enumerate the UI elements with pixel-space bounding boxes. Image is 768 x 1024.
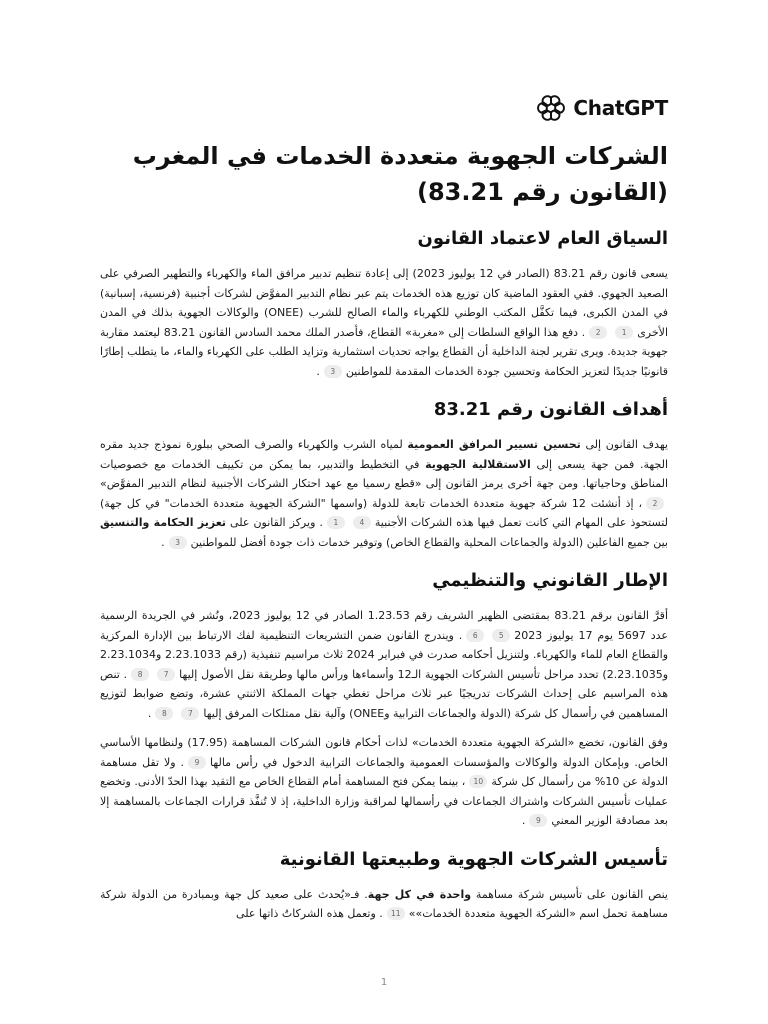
paragraph-text: . ويندرج القانون ضمن التشريعات التنظيمية لفك الارتباط بين الإدارة المركزية والقطاع العام للماء والكهرباء. ولتنزيل أحكامه صدرت في فبراير 2024 ثلاث مراسيم تنفيذية (رقم 2.23.1033 و2.23.1034 و2.23.1035) تحدد مراحل تأسيس الشركات الجهوية الـ12 وأسماءها ورأس مالها وطريقة نقل الأصول إليها (100, 628, 669, 681)
citation-badge[interactable]: 7 (157, 668, 175, 681)
paragraph-text: . (161, 535, 165, 549)
paragraph-text: . ولا تقل مساهمة الدولة عن 10% من رأسمال كل شركة (100, 755, 668, 788)
section-paragraph (100, 264, 668, 381)
brand-name: ChatGPT (573, 96, 668, 120)
paragraph-text: ينص القانون على تأسيس شركة مساهمة (471, 887, 668, 901)
emphasized-text: الاستقلالية الجهوية (425, 457, 531, 471)
paragraph-text: . ويركز القانون على (226, 516, 323, 529)
paragraph-text: . دفع هذا الواقع السلطات إلى «مغربة» القطاع، فأصدر الملك محمد السادس القانون 83.21 ليعتمد مقاربة جهوية جديدة. ويرى تقرير لجنة الداخلية أن القطاع يواجه تحديات استثمارية وتزايد الطلب على الكهرباء والماء، ما يتطلب إطارًا قانونيًا جديدًا لتعزيز الحكامة وتحسين جودة الخدمات المقدمة للمواطنين (100, 325, 668, 378)
paragraph-text: . (316, 364, 320, 378)
section-paragraph (100, 435, 668, 552)
paragraph-text: ، بينما يمكن فتح المساهمة أمام القطاع الخاص مع التقيد بهذا الحدّ الأدنى. وتخضع عمليات تأسيس الشركات واشتراك الجماعات في رأسمالها لمراقبة وزارة الداخلية، إذ لا تُنفَّذ قرارات الجماعات بالمساهمة إلا بعد مصادقة الوزير المعني (99, 775, 668, 827)
emphasized-text: واحدة في كل جهة (367, 887, 472, 901)
emphasized-text: تحسين تسيير المرافق العمومية (407, 438, 581, 451)
paragraph-text: لمياه الشرب والكهرباء والصرف الصحي ببلورة نموذج جديد مقره الجهة. فمن جهة يسعى إلى (100, 438, 668, 471)
paragraph-text: يهدف القانون إلى (580, 438, 668, 451)
citation-badge[interactable]: 3 (324, 365, 342, 378)
section-heading: الإطار القانوني والتنظيمي (432, 570, 668, 591)
citation-badge[interactable]: 1 (327, 516, 345, 529)
citation-badge[interactable]: 8 (131, 668, 149, 681)
document-title: الشركات الجهوية متعددة الخدمات في المغرب (القانون رقم 83.21) (132, 142, 668, 206)
paragraph-text: . فـ«يُحدث على صعيد كل جهة وبمبادرة من الدولة شركة مساهمة تحمل اسم «الشركة الجهوية متعددة الخدمات»» (100, 887, 668, 920)
section-paragraph (100, 733, 668, 831)
chatgpt-logo (537, 94, 668, 122)
section-paragraph (100, 606, 668, 723)
section-heading: السياق العام لاعتماد القانون (417, 228, 668, 249)
emphasized-text: تعزيز الحكامة والتنسيق (100, 516, 227, 529)
citation-badge[interactable]: 8 (155, 707, 173, 720)
section-paragraph (100, 885, 668, 924)
citation-badge[interactable]: 2 (589, 326, 607, 339)
citation-badge[interactable]: 4 (353, 516, 371, 529)
paragraph-text: . (147, 706, 152, 720)
paragraph-text: في التخطيط والتدبير، بما يمكن من تكييف الخدمات مع خصوصيات المناطق وحاجياتها. ومن جهة أخرى يرمز القانون إلى «قطع رسميا مع عهد احتكار الشركات الأجنبية لنظام التدبير المفوَّض» (100, 457, 668, 490)
citation-badge[interactable]: 9 (188, 756, 206, 769)
citation-badge[interactable]: 7 (181, 707, 199, 720)
paragraph-text: بين جميع الفاعلين (الدولة والجماعات المحلية والقطاع الخاص) وتوفير خدمات ذات جودة أفضل للمواطنين (190, 535, 668, 549)
citation-badge[interactable]: 10 (469, 775, 487, 788)
paragraph-text: . وتعمل هذه الشركاتُ ذاتها على (236, 907, 383, 920)
citation-badge[interactable]: 1 (615, 326, 633, 339)
section-heading: أهداف القانون رقم 83.21 (433, 399, 668, 420)
paragraph-text: وفق القانون، تخضع «الشركة الجهوية متعددة الخدمات» لذات أحكام قانون الشركات المساهمة (17.95) ولنظامها الأساسي الخاص. وبإمكان الدولة والوكالات والمؤسسات العمومية والجماعات الترابية الدخول في رأس مالها (100, 736, 668, 769)
paragraph-text: أقرَّ القانون برقم 83.21 بمقتضى الظهير الشريف رقم 1.23.53 الصادر في 12 يوليوز 2023، ونُشر في الجريدة الرسمية عدد 5697 يوم 17 يوليوز 2023 (100, 609, 669, 642)
citation-badge[interactable]: 6 (466, 629, 484, 642)
page-number: 1 (380, 977, 388, 988)
section-heading: تأسيس الشركات الجهوية وطبيعتها القانونية (279, 848, 668, 870)
sections-container (100, 226, 668, 924)
document-body (100, 138, 668, 934)
citation-badge[interactable]: 9 (529, 814, 547, 827)
paragraph-text: ، إذ أنشئت 12 شركة جهوية متعددة الخدمات تابعة للدولة (واسمها "الشركة الجهوية متعددة الخدمات" في كل جهة) لتستحوذ على المهام التي كانت تعمل فيها هذه الشركات الأجنبية (100, 496, 668, 529)
citation-badge[interactable]: 5 (492, 629, 510, 642)
citation-badge[interactable]: 3 (169, 536, 187, 549)
openai-knot-icon (537, 94, 565, 122)
paragraph-text: يسعى قانون رقم 83.21 (الصادر في 12 يوليوز 2023) إلى إعادة تنظيم تدبير مرافق الماء والكهرباء والتطهير الصرفي على الصعيد الجهوي. ففي العقود الماضية كان توزيع هذه الخدمات يتم عبر نظام التدبير المفوَّض لشركات أجنبية (فرنسية، إسبانية) في المدن الكبرى، فيما تكفَّل المكتب الوطني للكهرباء والماء الصالح للشرب (ONEE) والوكالات الجهوية بذلك في المدن الأخرى (100, 267, 668, 339)
citation-badge[interactable]: 11 (387, 907, 405, 920)
paragraph-text: . (521, 814, 526, 827)
paragraph-text: . تنص هذه المراسيم على إحداث الشركات تدريجيًا عبر ثلاث مراحل تغطي جهات المملكة الاثنتي عشرة، وتضع ضوابط لتوزيع المساهمين في رأسمال كل شركة (الدولة والجماعات الترابية وONEE) وآلية نقل ممتلكات المرفق إليها (100, 667, 668, 720)
citation-badge[interactable]: 2 (646, 497, 664, 510)
